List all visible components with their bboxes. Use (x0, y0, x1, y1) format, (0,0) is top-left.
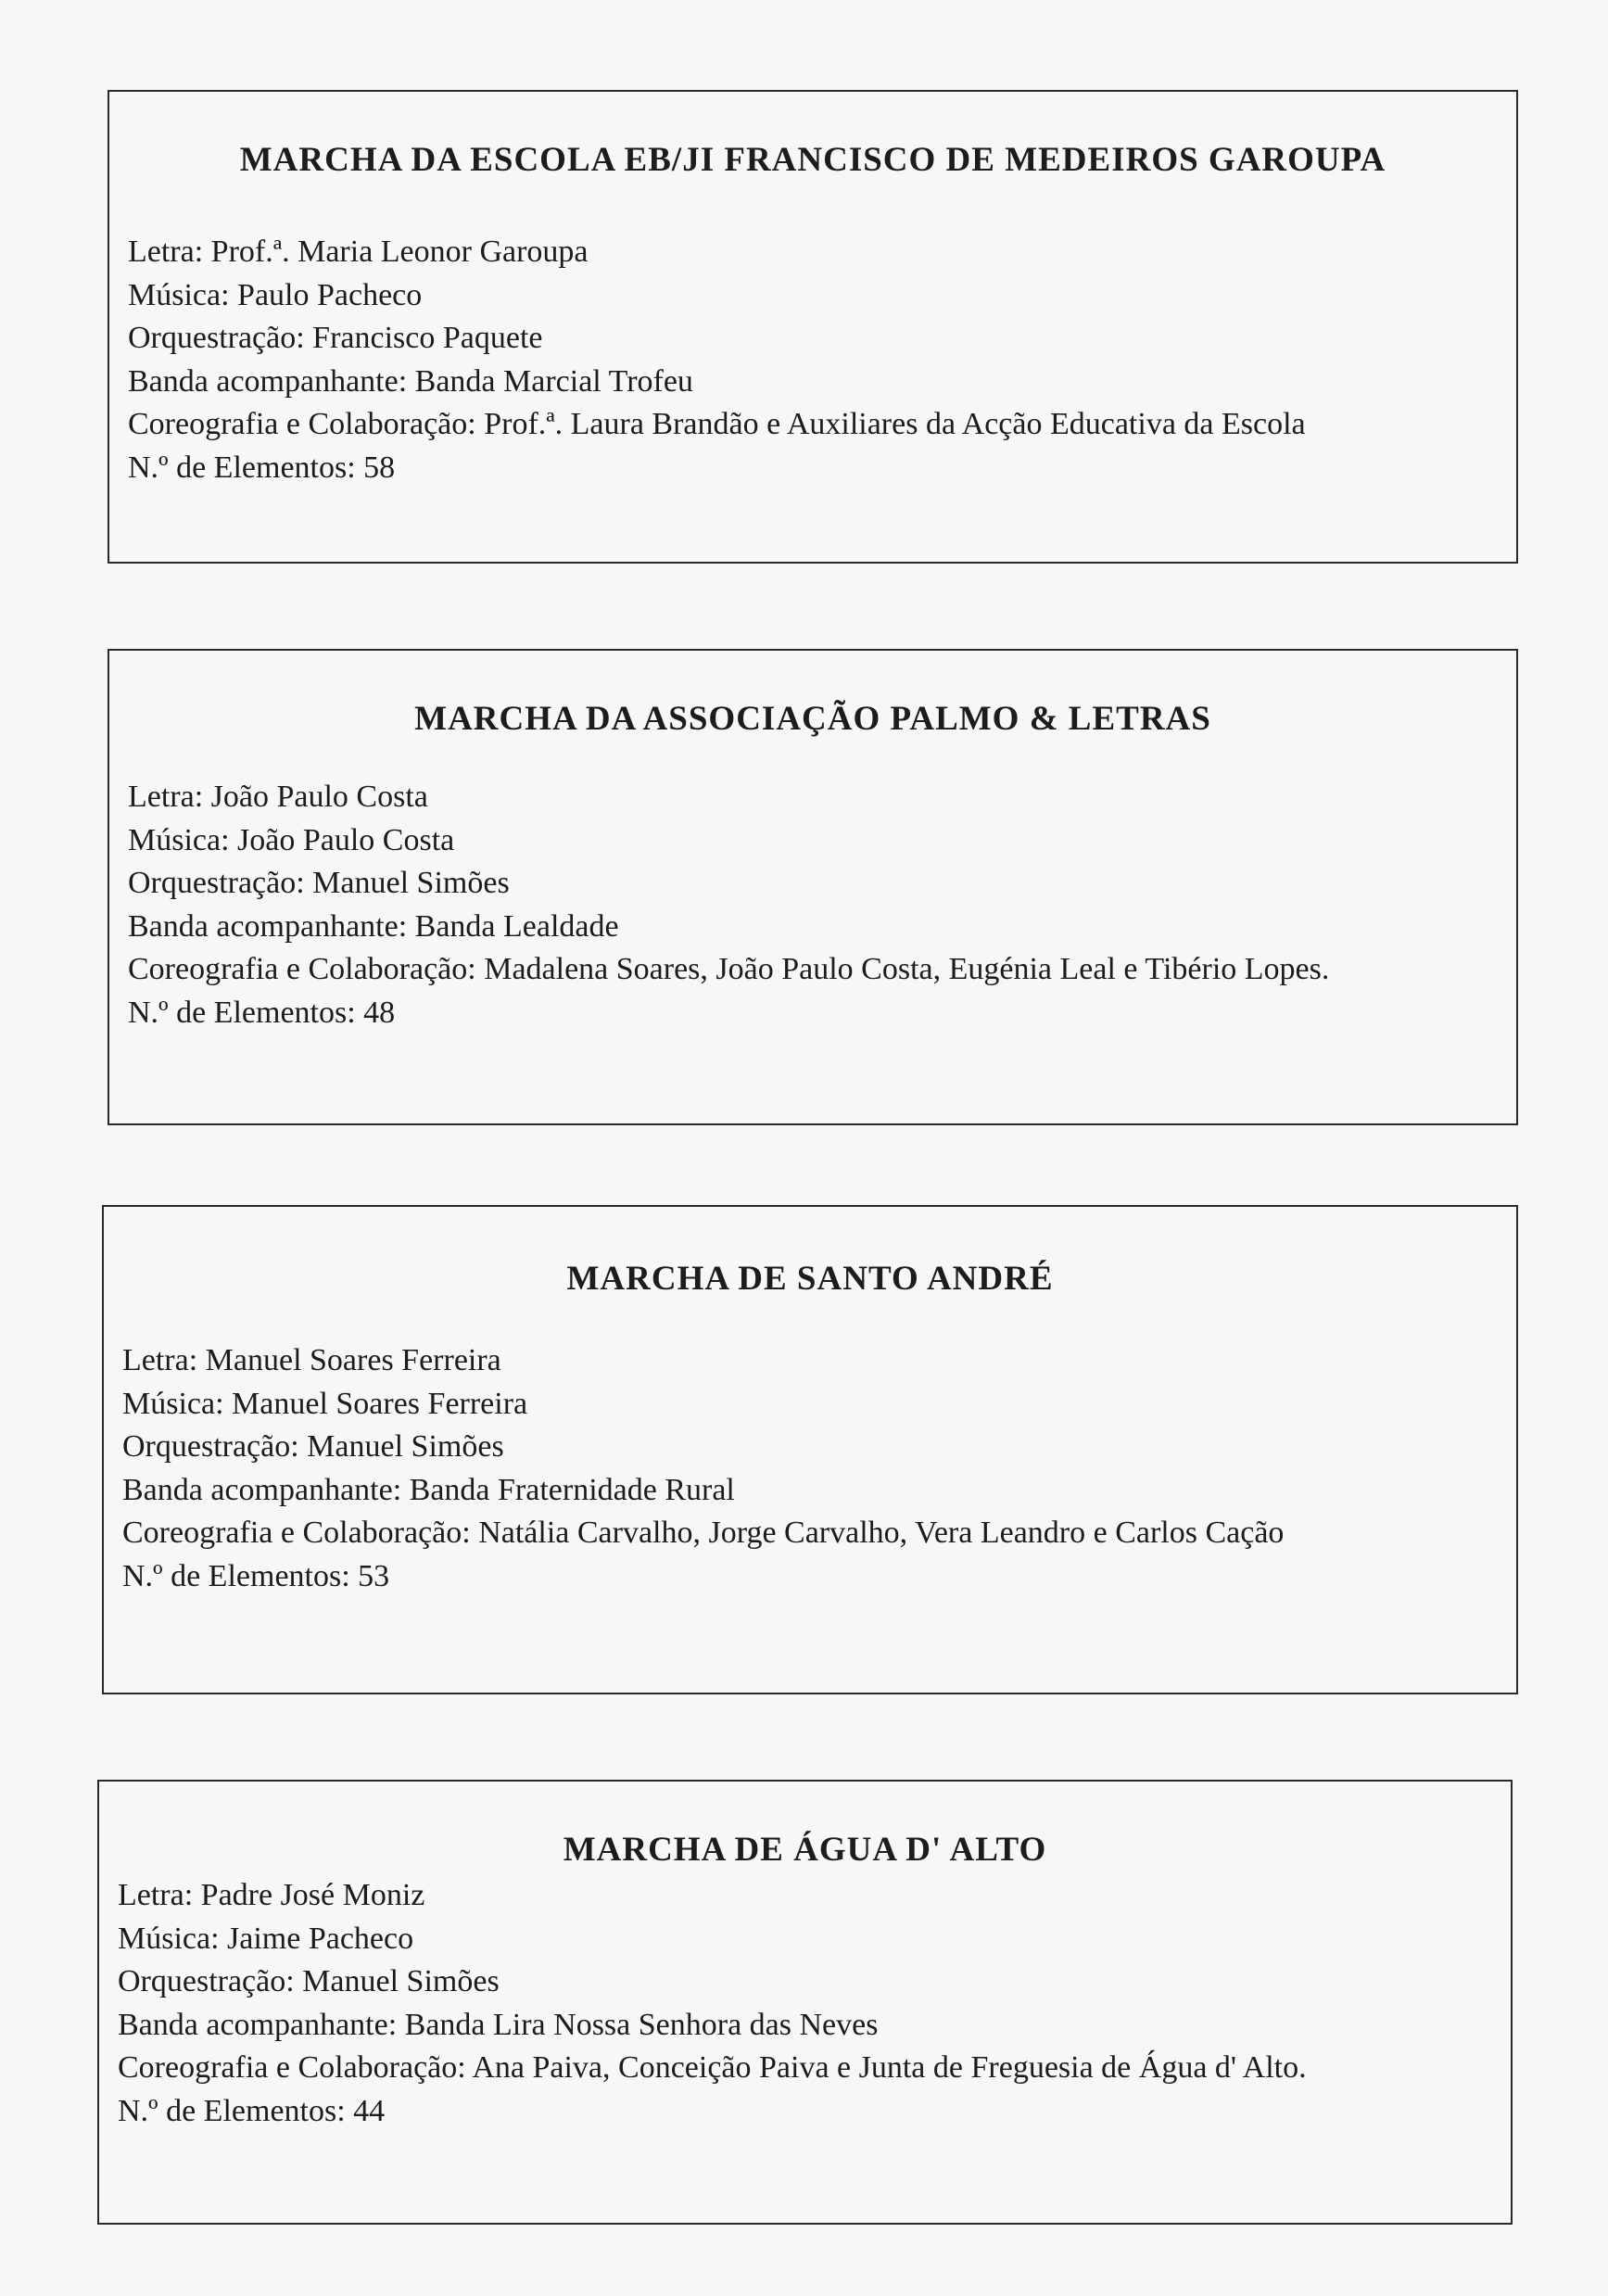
banda-line: Banda acompanhante: Banda Marcial Trofeu (128, 363, 693, 399)
marcha-box (108, 649, 1518, 1125)
coreografia-line: Coreografia e Colaboração: Natália Carvalho, Jorge Carvalho, Vera Leandro e Carlos Cação (122, 1516, 1285, 1550)
marcha-details (128, 776, 1479, 1034)
letra-line: Letra: Padre José Moniz (118, 1878, 425, 1912)
musica-line: Música: Manuel Soares Ferreira (122, 1386, 528, 1421)
banda-line: Banda acompanhante: Banda Lira Nossa Senhora das Neves (118, 2007, 879, 2042)
marcha-title: MARCHA DE SANTO ANDRÉ (566, 1260, 1054, 1298)
coreografia-line: Coreografia e Colaboração: Prof.ª. Laura Brandão e Auxiliares da Acção Educativa da Escola (128, 407, 1306, 441)
marcha-title: MARCHA DA ESCOLA EB/JI FRANCISCO DE MEDEIROS GAROUPA (239, 141, 1386, 179)
musica-line: Música: João Paulo Costa (128, 822, 455, 857)
orquestracao-line: Orquestração: Manuel Simões (122, 1429, 504, 1464)
coreografia-line: Coreografia e Colaboração: Ana Paiva, Conceição Paiva e Junta de Freguesia de Água d' Alto. (118, 2050, 1307, 2085)
elementos-line: N.º de Elementos: 53 (122, 1558, 390, 1593)
banda-line: Banda acompanhante: Banda Lealdade (128, 908, 619, 944)
marcha-title: MARCHA DA ASSOCIAÇÃO PALMO & LETRAS (414, 700, 1211, 738)
marcha-details (128, 231, 1479, 489)
orquestracao-line: Orquestração: Manuel Simões (128, 866, 510, 900)
musica-line: Música: Paulo Pacheco (128, 277, 423, 312)
orquestracao-line: Orquestração: Francisco Paquete (128, 321, 543, 355)
marcha-box (102, 1205, 1518, 1694)
coreografia-line: Coreografia e Colaboração: Madalena Soares, João Paulo Costa, Eugénia Leal e Tibério Lopes. (128, 952, 1330, 986)
elementos-line: N.º de Elementos: 58 (128, 450, 396, 485)
letra-line: Letra: João Paulo Costa (128, 780, 428, 814)
banda-line: Banda acompanhante: Banda Fraternidade Rural (122, 1472, 735, 1507)
elementos-line: N.º de Elementos: 48 (128, 995, 396, 1030)
marcha-box (97, 1780, 1513, 2225)
letra-line: Letra: Manuel Soares Ferreira (122, 1343, 501, 1377)
marcha-details (118, 1874, 1474, 2133)
elementos-line: N.º de Elementos: 44 (118, 2093, 386, 2128)
orquestracao-line: Orquestração: Manuel Simões (118, 1964, 500, 1998)
marcha-title: MARCHA DE ÁGUA D' ALTO (563, 1831, 1047, 1869)
marcha-box (108, 90, 1518, 564)
letra-line: Letra: Prof.ª. Maria Leonor Garoupa (128, 235, 589, 269)
marcha-details (122, 1339, 1479, 1598)
musica-line: Música: Jaime Pacheco (118, 1921, 414, 1956)
